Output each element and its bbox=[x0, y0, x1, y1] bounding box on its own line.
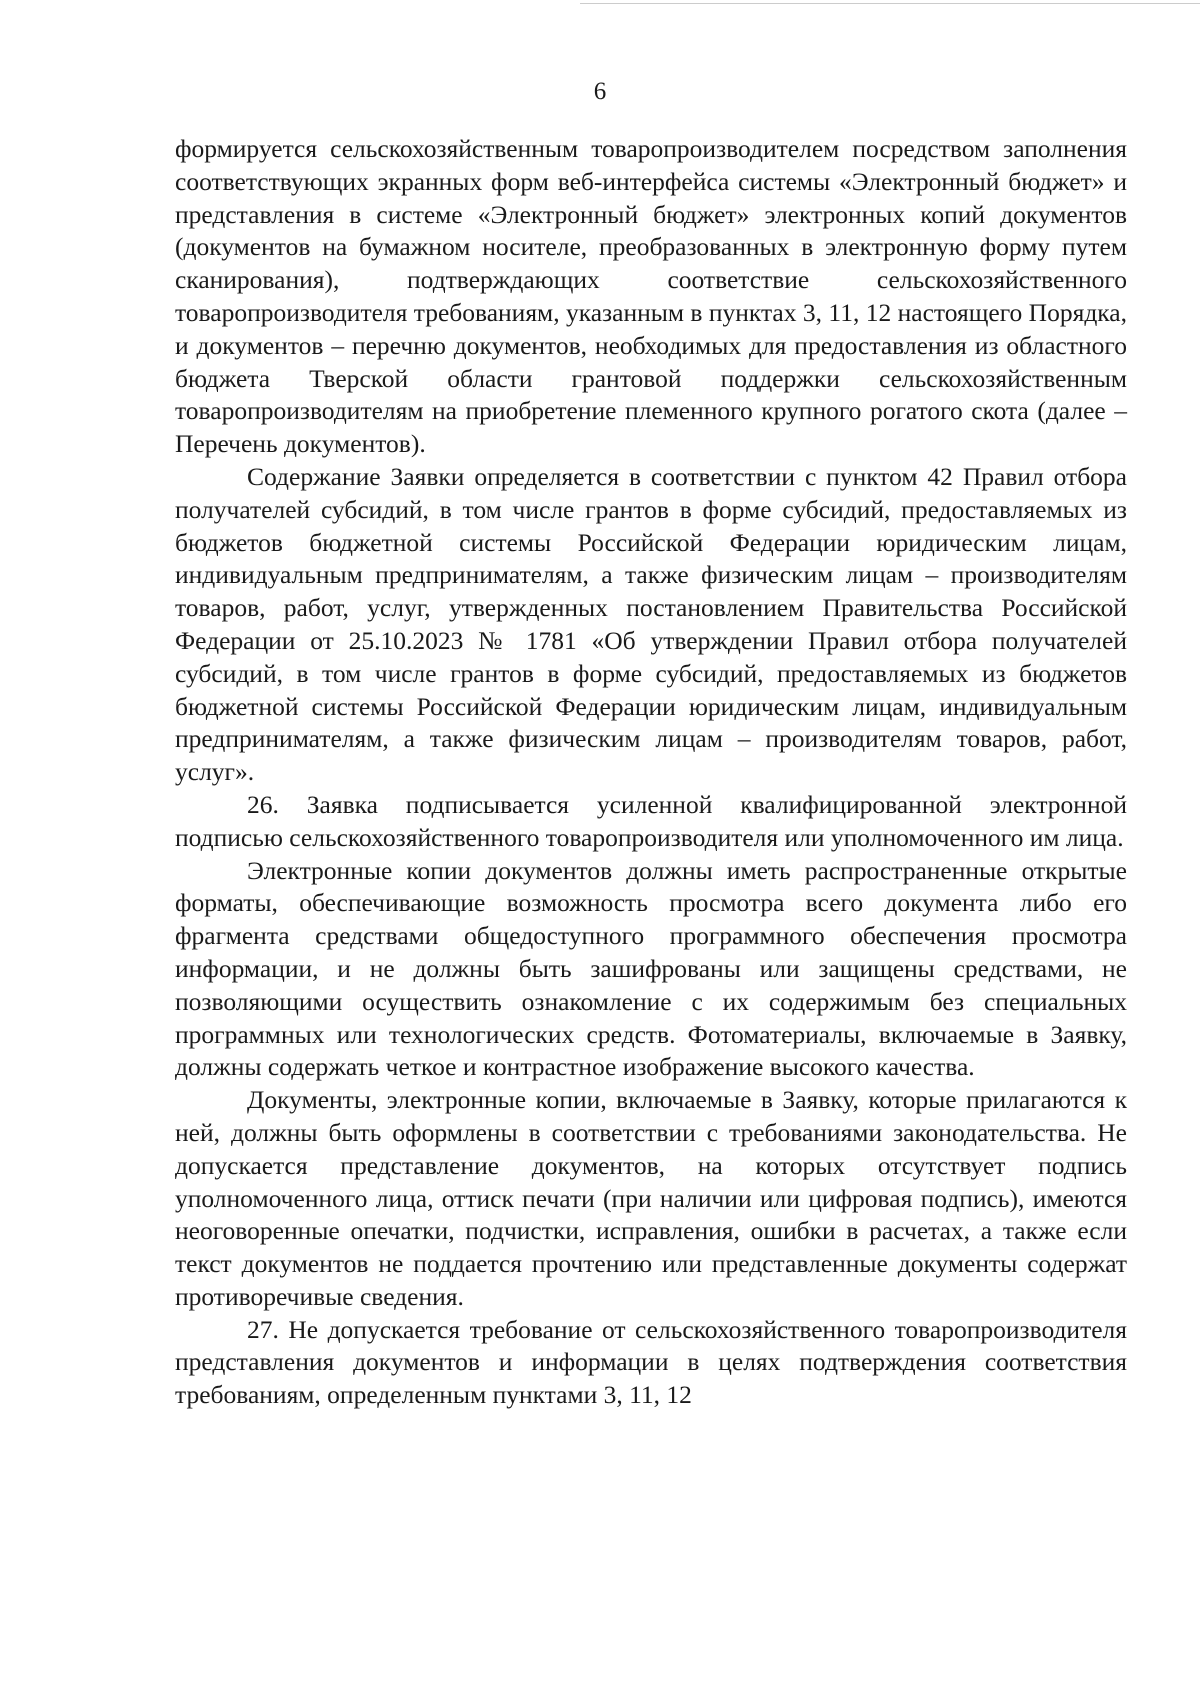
paragraph-application-content: Содержание Заявки определяется в соответствии с пунктом 42 Правил отбора получателей субсидий, в том числе грантов в форме субсидий, предоставляемых из бюджетов бюджетной системы Российской Федерации юридическим лицам, индивидуальным предпринимателям, а также физическим лицам – производителям товаров, работ, услуг, утвержденных постановлением Правительства Российской Федерации от 25.10.2023 № 1781 «Об утверждении Правил отбора получателей субсидий, в том числе грантов в форме субсидий, предоставляемых из бюджетов бюджетной системы Российской Федерации юридическим лицам, индивидуальным предпринимателям, а также физическим лицам – производителям товаров, работ, услуг». bbox=[175, 461, 1127, 787]
paragraph-26-signature: 26. Заявка подписывается усиленной квалифицированной электронной подписью сельскохозяйственного товаропроизводителя или уполномоченного им лица. bbox=[175, 789, 1127, 852]
paragraph-27-prohibition: 27. Не допускается требование от сельскохозяйственного товаропроизводителя представления документов и информации в целях подтверждения соответствия требованиям, определенным пунктами 3, 11, 12 bbox=[175, 1314, 1127, 1410]
paragraph-documents-requirements: Документы, электронные копии, включаемые в Заявку, которые прилагаются к ней, должны быть оформлены в соответствии с требованиями законодательства. Не допускается представление документов, на которых отсутствует подпись уполномоченного лица, оттиск печати (при наличии или цифровая подпись), имеются неоговоренные опечатки, подчистки, исправления, ошибки в расчетах, а также если текст документов не поддается прочтению или представленные документы содержат противоречивые сведения. bbox=[175, 1085, 1127, 1311]
scan-edge-line bbox=[580, 3, 1200, 4]
paragraph-electronic-copies: Электронные копии документов должны иметь распространенные открытые форматы, обеспечивающие возможность просмотра всего документа либо его фрагмента средствами общедоступного программного обеспечения просмотра информации, и не должны быть зашифрованы или защищены средствами, не позволяющими осуществить ознакомление с их содержимым без специальных программных или технологических средств. Фотоматериалы, включаемые в Заявку, должны содержать четкое и контрастное изображение высокого качества. bbox=[175, 855, 1127, 1082]
paragraph-application-formation: формируется сельскохозяйственным товаропроизводителем посредством заполнения соответствующих экранных форм веб-интерфейса системы «Электронный бюджет» и представления в системе «Электронный бюджет» электронных копий документов (документов на бумажном носителе, преобразованных в электронную форму путем сканирования), подтверждающих соответствие сельскохозяйственного товаропроизводителя требованиям, указанным в пунктах 3, 11, 12 настоящего Порядка, и документов – перечню документов, необходимых для предоставления из областного бюджета Тверской области грантовой поддержки сельскохозяйственным товаропроизводителям на приобретение племенного крупного рогатого скота (далее – Перечень документов). bbox=[175, 134, 1127, 459]
document-body bbox=[175, 133, 1127, 1412]
page-number: 6 bbox=[593, 78, 607, 105]
